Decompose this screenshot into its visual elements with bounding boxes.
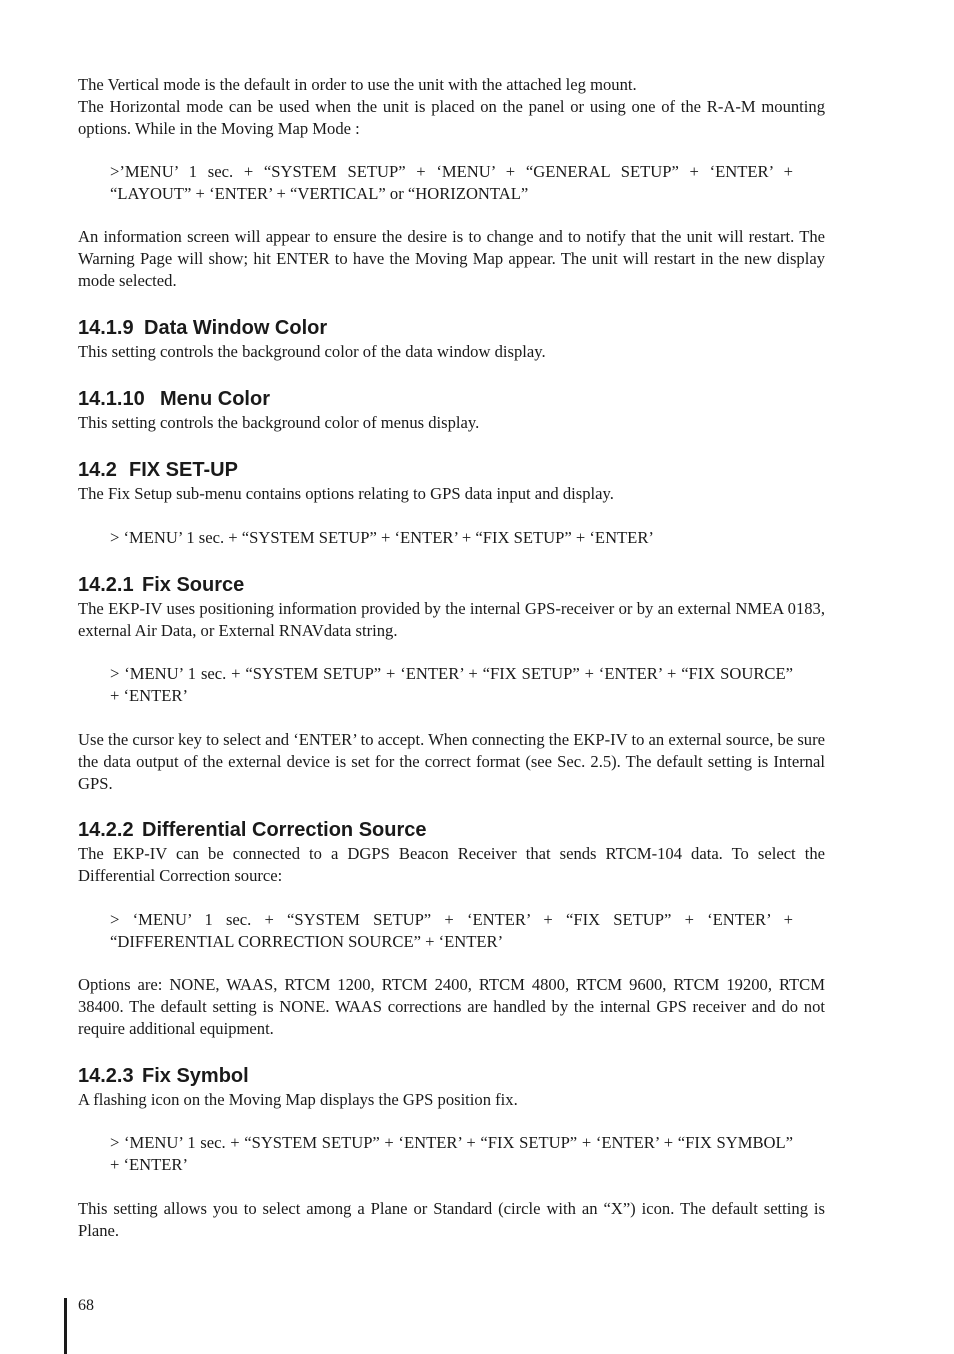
intro-line-vertical: The Vertical mode is the default in order to use the unit with the attached leg mount. <box>78 75 637 94</box>
section-title: Fix Source <box>142 574 245 596</box>
menu-color-text: This setting controls the background color of menus display. <box>78 413 480 432</box>
fix-source-note: Use the cursor key to select and ‘ENTER’ to accept. When connecting the EKP-IV to an external source, be sure the data output of the external device is set for the correct format (see Sec. 2.5). The default setting is Internal GPS. <box>78 730 825 793</box>
differential-options: Options are: NONE, WAAS, RTCM 1200, RTCM 2400, RTCM 4800, RTCM 9600, RTCM 19200, RTCM 38400. The default setting is NONE. WAAS corrections are handled by the internal GPS receiver and do not require additional equipment. <box>78 975 825 1038</box>
section-title: FIX SET-UP <box>129 459 238 481</box>
data-window-color-text: This setting controls the background color of the data window display. <box>78 342 546 361</box>
layout-command: >’MENU’ 1 sec. + “SYSTEM SETUP” + ‘MENU’ + “GENERAL SETUP” + ‘ENTER’ + “LAYOUT” + ‘ENTER’ + “VERTICAL” or “HORIZONTAL” <box>110 162 793 203</box>
section-number: 14.2 <box>78 459 117 481</box>
section-number: 14.2.1 <box>78 574 134 596</box>
fix-symbol-text: A flashing icon on the Moving Map displays the GPS position fix. <box>78 1090 518 1109</box>
section-title: Data Window Color <box>144 317 328 339</box>
heading-differential-correction <box>78 818 825 842</box>
section-number: 14.1.9 <box>78 317 134 339</box>
section-number: 14.2.3 <box>78 1065 134 1087</box>
heading-data-window-color <box>78 316 825 340</box>
fix-source-text: The EKP-IV uses positioning information provided by the internal GPS-receiver or by an external NMEA 0183, external Air Data, or External RNAVdata string. <box>78 599 825 640</box>
differential-text: The EKP-IV can be connected to a DGPS Beacon Receiver that sends RTCM-104 data. To select the Differential Correction source: <box>78 844 825 885</box>
section-number: 14.1.10 <box>78 388 145 410</box>
differential-command: > ‘MENU’ 1 sec. + “SYSTEM SETUP” + ‘ENTER’ + “FIX SETUP” + ‘ENTER’ + “DIFFERENTIAL CORRECTION SOURCE” + ‘ENTER’ <box>110 910 793 951</box>
heading-fix-source <box>78 573 825 597</box>
fix-setup-text: The Fix Setup sub-menu contains options relating to GPS data input and display. <box>78 484 614 503</box>
fix-setup-command: > ‘MENU’ 1 sec. + “SYSTEM SETUP” + ‘ENTER’ + “FIX SETUP” + ‘ENTER’ <box>110 528 654 547</box>
page-number: 68 <box>78 1297 94 1314</box>
section-title: Differential Correction Source <box>142 819 427 841</box>
fix-symbol-command: > ‘MENU’ 1 sec. + “SYSTEM SETUP” + ‘ENTER’ + “FIX SETUP” + ‘ENTER’ + “FIX SYMBOL” + ‘ENTER’ <box>110 1133 793 1174</box>
heading-fix-setup <box>78 458 825 482</box>
heading-fix-symbol <box>78 1064 825 1088</box>
fix-symbol-note: This setting allows you to select among a Plane or Standard (circle with an “X”) icon. The default setting is Plane. <box>78 1199 825 1240</box>
heading-menu-color <box>78 387 825 411</box>
section-number: 14.2.2 <box>78 819 134 841</box>
margin-rule <box>64 1298 67 1354</box>
restart-info: An information screen will appear to ensure the desire is to change and to notify that the unit will restart. The Warning Page will show; hit ENTER to have the Moving Map appear. The unit will restart in the new display mode selected. <box>78 227 825 290</box>
section-title: Menu Color <box>160 388 270 410</box>
intro-line-horizontal: The Horizontal mode can be used when the unit is placed on the panel or using one of the R-A-M mounting options. While in the Moving Map Mode : <box>78 97 825 138</box>
section-title: Fix Symbol <box>142 1065 249 1087</box>
fix-source-command: > ‘MENU’ 1 sec. + “SYSTEM SETUP” + ‘ENTER’ + “FIX SETUP” + ‘ENTER’ + “FIX SOURCE” + ‘ENTER’ <box>110 664 793 705</box>
